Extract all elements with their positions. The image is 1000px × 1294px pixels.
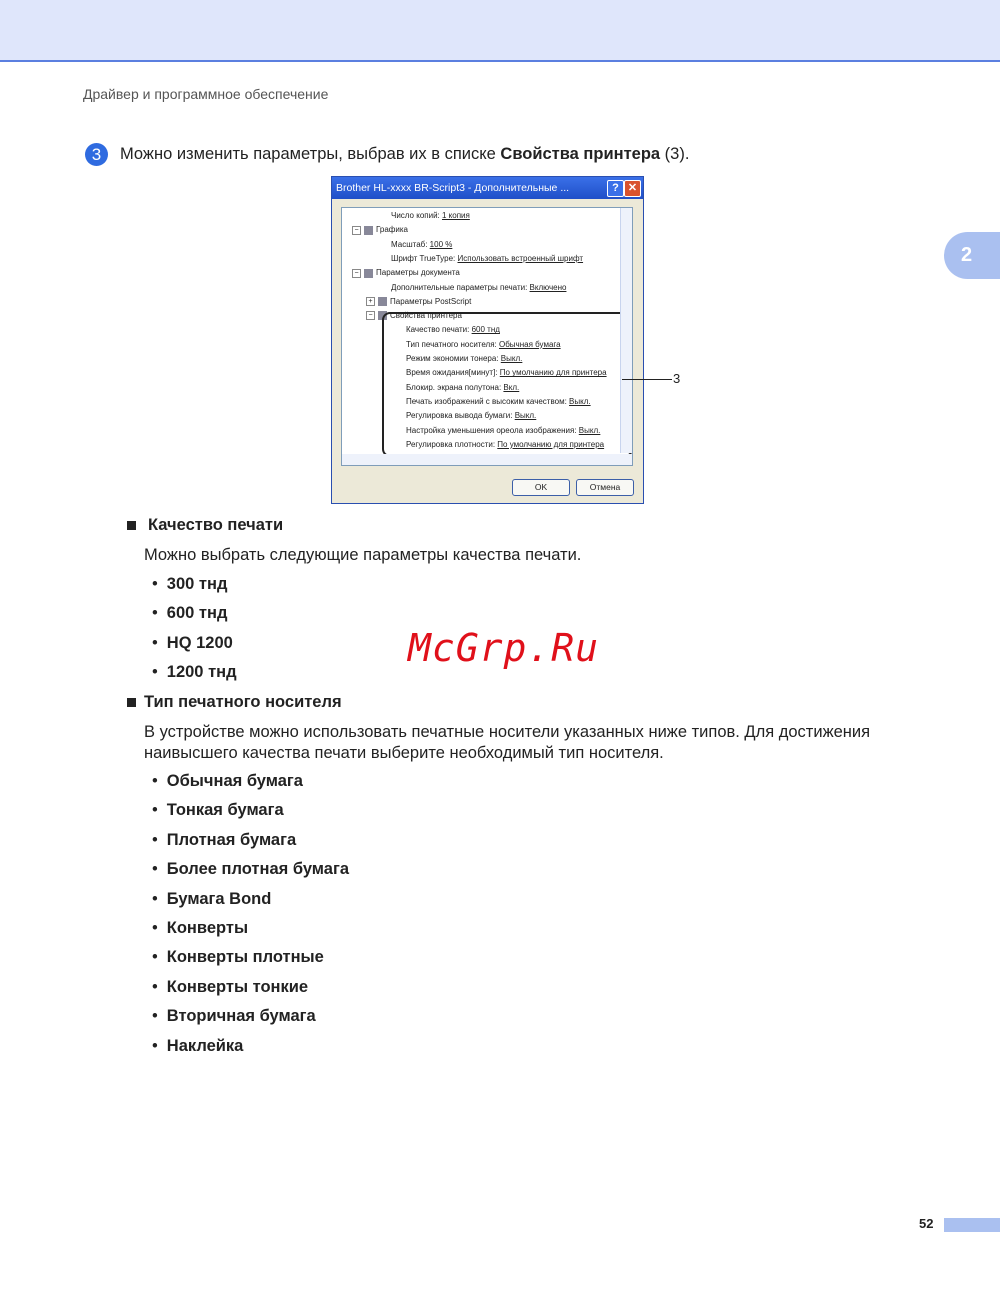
tree-item-label: Число копий: xyxy=(391,211,442,220)
callout-label: 3 xyxy=(673,371,681,386)
help-button[interactable]: ? xyxy=(607,180,624,197)
step-text xyxy=(120,145,689,164)
postscript-icon xyxy=(378,297,387,306)
tree-item-value[interactable]: 1 копия xyxy=(441,211,470,220)
tree-item-label: Графика xyxy=(376,225,408,235)
tree-item-value[interactable]: 600 тнд xyxy=(471,325,500,335)
tree-item-label: Регулировка плотности: xyxy=(406,439,498,449)
horizontal-scrollbar[interactable] xyxy=(342,454,632,465)
tree-item-label: Блокир. экрана полутона: xyxy=(406,382,504,392)
tree-item-value[interactable]: Вкл. xyxy=(503,382,520,392)
tree-item-value[interactable]: Выкл. xyxy=(569,396,591,406)
tree-item[interactable] xyxy=(352,224,408,235)
tree-item-label: Качество печати: xyxy=(406,325,472,335)
list-item: • Тонкая бумага xyxy=(152,801,284,820)
close-button[interactable]: ✕ xyxy=(624,180,641,197)
collapse-icon[interactable]: − xyxy=(366,311,375,320)
printer-properties-highlight xyxy=(382,312,633,457)
section-intro: В устройстве можно использовать печатные носители указанных ниже типов. Для достижения наивысшего качества печати выберите необходимый тип носителя. xyxy=(144,723,871,762)
section-heading: Качество печати xyxy=(148,516,284,534)
graphics-icon xyxy=(364,226,373,235)
tree-item-label: Масштаб: xyxy=(391,239,430,249)
list-item: • Плотная бумага xyxy=(152,831,296,850)
tree-item-label: Свойства принтера xyxy=(390,311,462,321)
tree-item-value[interactable]: Выкл. xyxy=(500,354,523,363)
step-text-start: Можно изменить параметры, выбрав их в списке xyxy=(120,145,501,163)
tree-item-label: Режим экономии тонера: xyxy=(406,354,501,363)
tree-item[interactable] xyxy=(391,239,452,250)
tree-item-label: Параметры документа xyxy=(376,268,460,278)
advanced-options-dialog xyxy=(331,176,644,504)
tree-item[interactable] xyxy=(391,282,566,293)
tree-item-value[interactable]: Обычная бумага xyxy=(499,339,561,349)
top-band xyxy=(0,0,1000,62)
collapse-icon[interactable]: − xyxy=(352,226,361,235)
tree-item-label: Параметры PostScript xyxy=(390,296,472,306)
bullet-square xyxy=(127,698,136,707)
tree-item-value[interactable]: 100 % xyxy=(429,239,453,249)
tree-item-value[interactable]: Выкл. xyxy=(514,411,537,421)
list-item: • Более плотная бумага xyxy=(152,860,349,879)
watermark: McGrp.Ru xyxy=(408,626,600,670)
tree-item[interactable] xyxy=(391,253,583,264)
section-intro: Можно выбрать следующие параметры качества печати. xyxy=(144,546,582,564)
tree-item-label: Регулировка вывода бумаги: xyxy=(406,411,515,421)
tree-item-label: Шрифт TrueType: xyxy=(391,253,458,263)
step-number: 3 xyxy=(85,143,108,166)
list-item: • Конверты тонкие xyxy=(152,978,308,997)
collapse-icon[interactable]: − xyxy=(352,269,361,278)
tree-item-label: Печать изображений с высоким качеством: xyxy=(406,396,570,406)
step-text-bold: Свойства принтера xyxy=(500,145,661,163)
tree-item-value[interactable]: Включено xyxy=(529,282,567,292)
tree-item-value[interactable]: Выкл. xyxy=(578,425,601,435)
section-heading: Тип печатного носителя xyxy=(144,693,342,711)
tree-item-value[interactable]: По умолчанию для принтера xyxy=(497,439,605,449)
chapter-tab: 2 xyxy=(944,232,1000,279)
tree-item-label: Время ожидания[минут]: xyxy=(406,368,500,378)
ok-button[interactable]: OK xyxy=(512,479,570,496)
page-number: 52 xyxy=(919,1216,934,1231)
cancel-button[interactable]: Отмена xyxy=(576,479,634,496)
vertical-scrollbar[interactable] xyxy=(620,208,632,453)
list-item: • HQ 1200 xyxy=(152,634,233,653)
options-tree[interactable] xyxy=(341,207,633,466)
expand-icon[interactable]: + xyxy=(366,297,375,306)
tree-item[interactable] xyxy=(366,296,471,307)
list-item: • 1200 тнд xyxy=(152,663,237,682)
document-icon xyxy=(364,269,373,278)
tree-item-label: Тип печатного носителя: xyxy=(406,339,499,349)
list-item: • 600 тнд xyxy=(152,604,227,623)
tree-item-value[interactable]: Использовать встроенный шрифт xyxy=(457,253,584,263)
list-item: • 300 тнд xyxy=(152,575,227,594)
list-item: • Конверты xyxy=(152,919,248,938)
callout-line xyxy=(622,379,672,380)
page-bar xyxy=(944,1218,1000,1232)
dialog-title: Brother HL-xxxx BR-Script3 - Дополнительные ... xyxy=(336,182,570,194)
tree-item[interactable] xyxy=(352,267,460,278)
bullet-square xyxy=(127,521,136,530)
tree-item-label: Настройка уменьшения ореола изображения: xyxy=(406,425,579,435)
tree-item-label: Дополнительные параметры печати: xyxy=(391,282,530,292)
list-item: • Наклейка xyxy=(152,1037,243,1056)
list-item: • Вторичная бумага xyxy=(152,1007,316,1026)
list-item: • Бумага Bond xyxy=(152,890,271,909)
list-item: • Конверты плотные xyxy=(152,948,324,967)
tree-item[interactable] xyxy=(391,210,470,221)
list-item: • Обычная бумага xyxy=(152,772,303,791)
tree-item-value[interactable]: По умолчанию для принтера xyxy=(499,368,607,378)
step-text-end: (3). xyxy=(660,145,690,163)
section-header: Драйвер и программное обеспечение xyxy=(83,86,329,102)
